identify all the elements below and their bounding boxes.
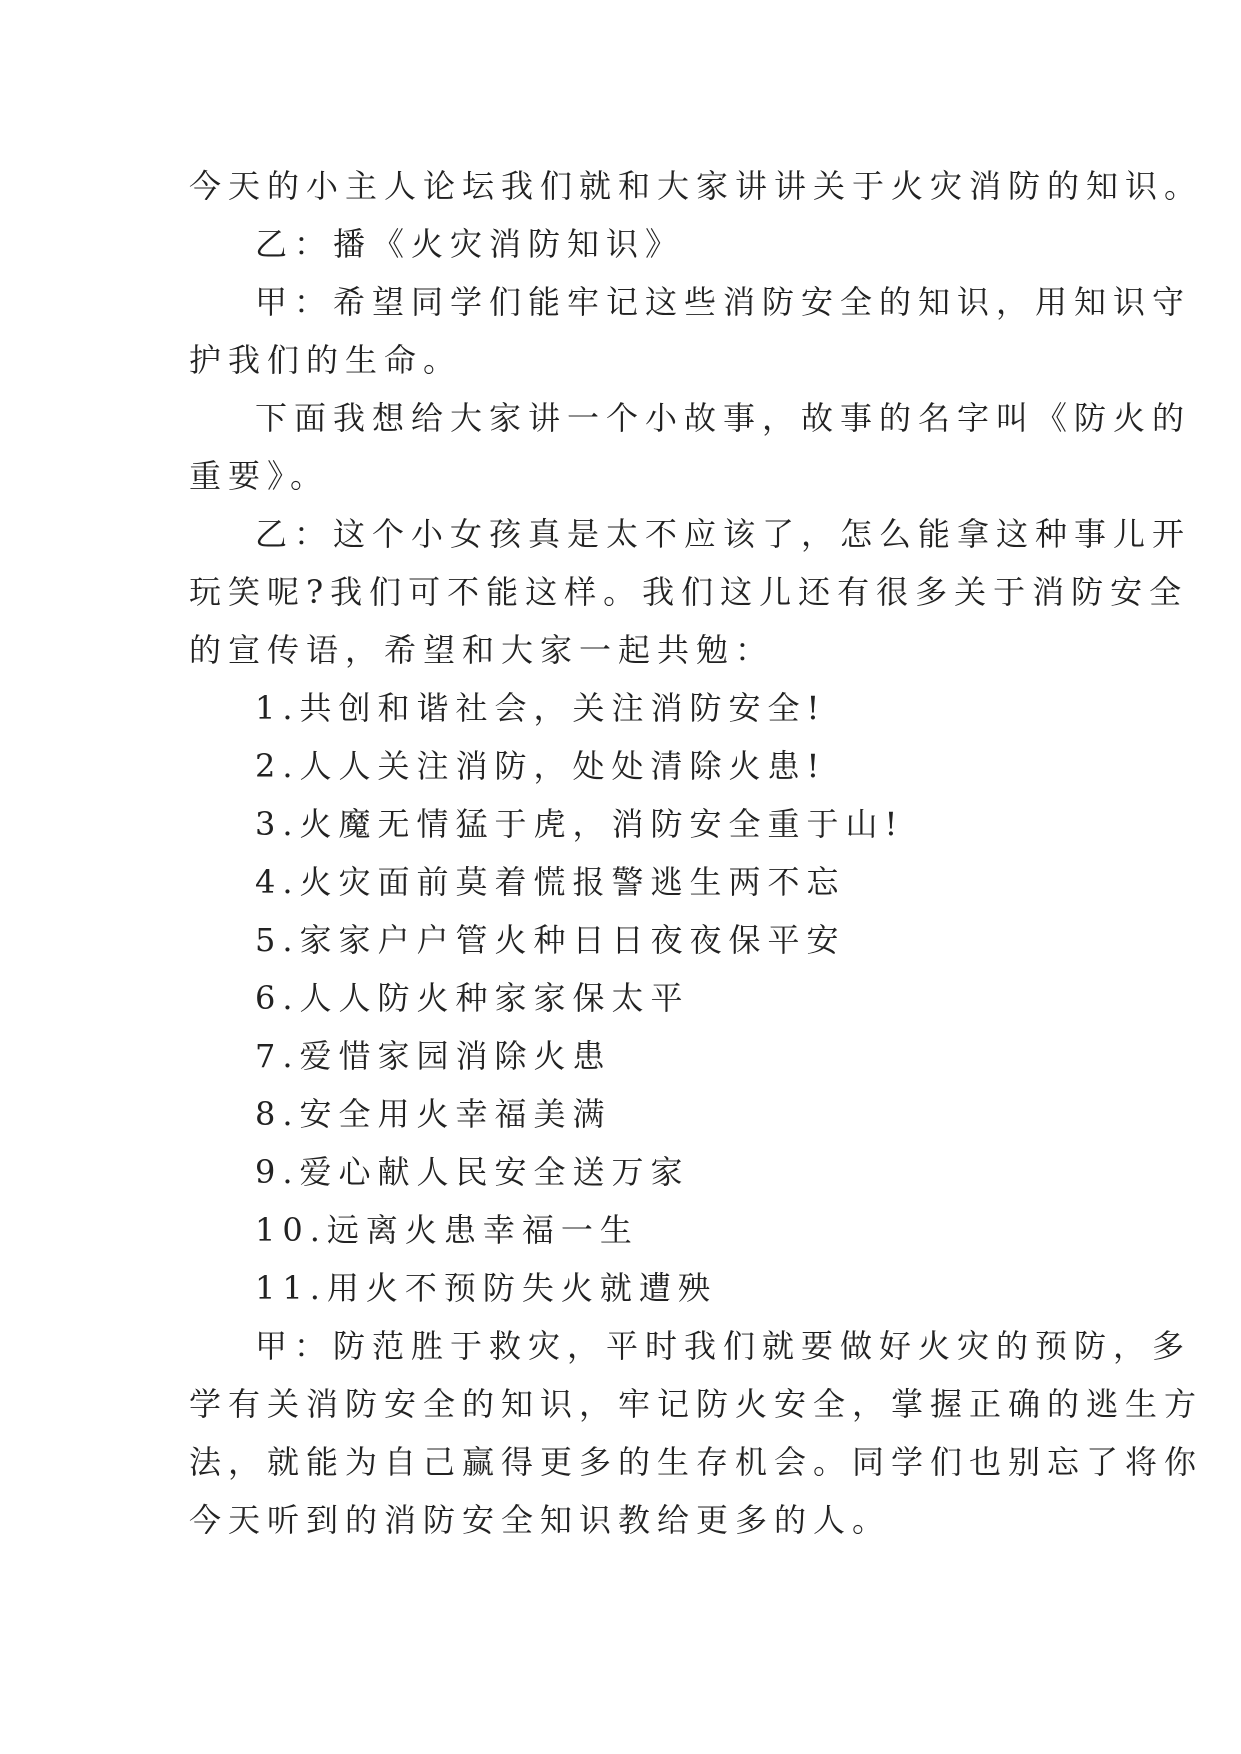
list-item: 7.爱惜家园消除火患: [255, 1037, 612, 1075]
document-body: [189, 157, 1204, 1549]
list-item: 1.共创和谐社会，关注消防安全!: [255, 689, 827, 727]
list-item: 4.火灾面前莫着慌报警逃生两不忘: [255, 863, 846, 901]
text-line: 学有关消防安全的知识，牢记防火安全，掌握正确的逃生方: [189, 1385, 1204, 1423]
list-item: 8.安全用火幸福美满: [255, 1095, 612, 1133]
text-line: 乙：这个小女孩真是太不应该了，怎么能拿这种事儿开: [255, 515, 1192, 553]
text-line: 今天听到的消防安全知识教给更多的人。: [189, 1501, 892, 1539]
text-line: 玩笑呢?我们可不能这样。我们这儿还有很多关于消防安全: [189, 573, 1189, 611]
text-line: 重要》。: [189, 457, 330, 495]
text-line: 乙：播《火灾消防知识》: [255, 225, 685, 263]
text-line: 护我们的生命。: [189, 341, 463, 379]
list-item: 2.人人关注消防，处处清除火患!: [255, 747, 827, 785]
text-line: 法，就能为自己赢得更多的生存机会。同学们也别忘了将你: [189, 1443, 1204, 1481]
list-item: 10.远离火患幸福一生: [255, 1211, 639, 1249]
list-item: 6.人人防火种家家保太平: [255, 979, 690, 1017]
text-line: 下面我想给大家讲一个小故事，故事的名字叫《防火的: [255, 399, 1192, 437]
list-item: 9.爱心献人民安全送万家: [255, 1153, 690, 1191]
list-item: 3.火魔无情猛于虎，消防安全重于山!: [255, 805, 905, 843]
text-line: 今天的小主人论坛我们就和大家讲讲关于火灾消防的知识。: [189, 167, 1204, 205]
list-item: 11.用火不预防失火就遭殃: [255, 1269, 717, 1307]
text-line: 甲：希望同学们能牢记这些消防安全的知识，用知识守: [255, 283, 1192, 321]
list-item: 5.家家户户管火种日日夜夜保平安: [255, 921, 846, 959]
text-line: 的宣传语，希望和大家一起共勉：: [189, 631, 775, 669]
text-line: 甲：防范胜于救灾，平时我们就要做好火灾的预防，多: [255, 1327, 1192, 1365]
